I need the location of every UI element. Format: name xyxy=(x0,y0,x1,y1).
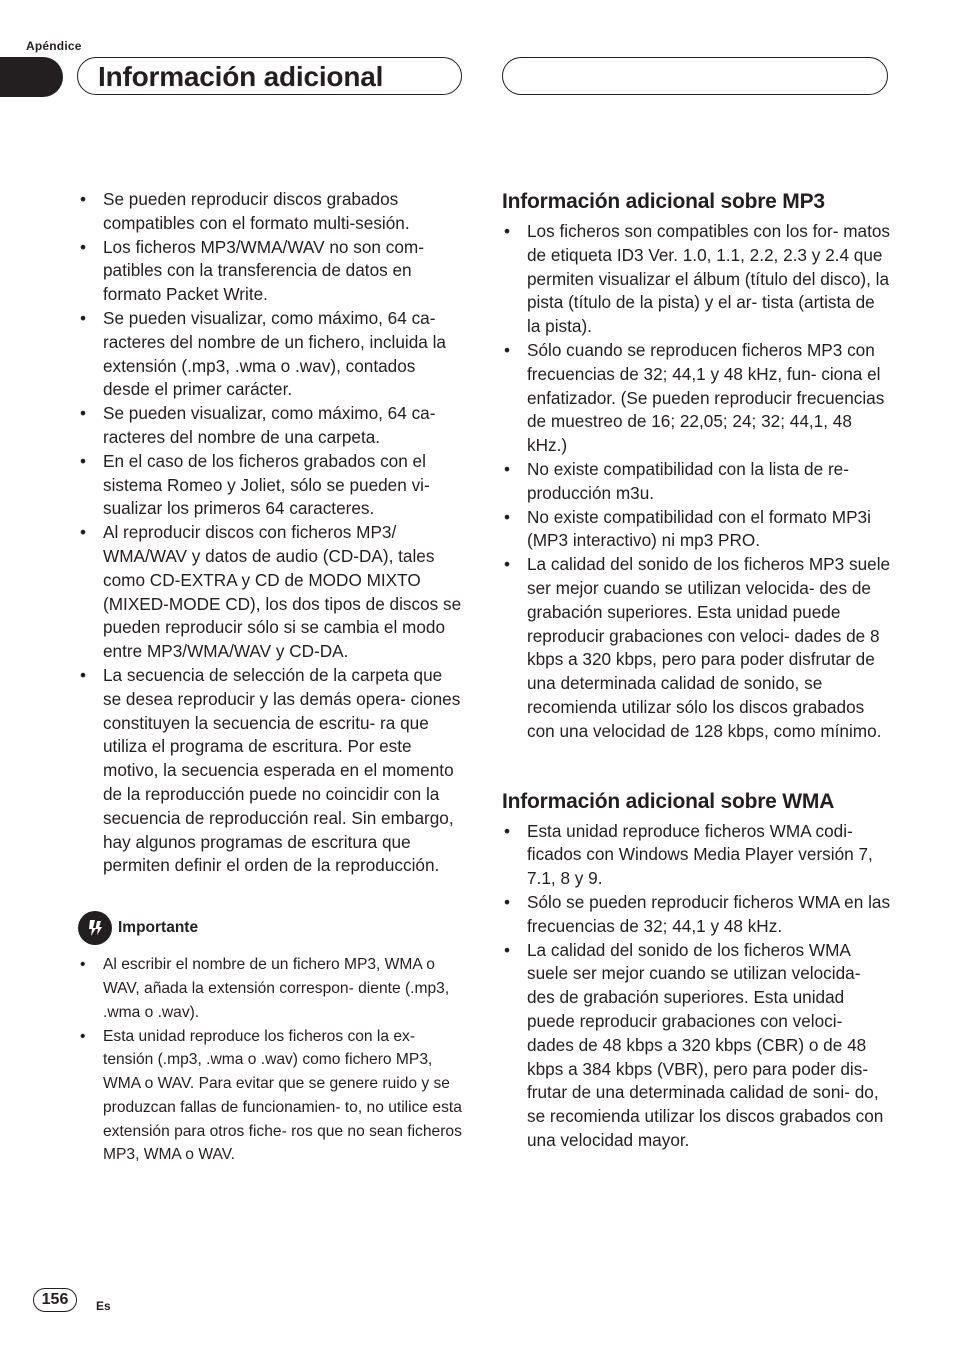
list-item: • En el caso de los ficheros grabados con el sistema Romeo y Joliet, sólo se pueden vi- sualizar los primeros 64 caracteres. xyxy=(78,450,464,521)
left-column xyxy=(78,188,464,1167)
important-icon xyxy=(78,911,112,945)
wma-bullet-list xyxy=(502,820,892,1153)
mp3-heading: Información adicional sobre MP3 xyxy=(502,190,825,213)
mp3-bullet-list xyxy=(502,220,892,744)
list-item: • Se pueden visualizar, como máximo, 64 ca- racteres del nombre de una carpeta. xyxy=(78,402,464,450)
left-bullet-list xyxy=(78,188,464,878)
important-label: Importante xyxy=(118,919,199,937)
list-item: • Los ficheros MP3/WMA/WAV no son com- patibles con la transferencia de datos en formato Packet Write. xyxy=(78,236,464,307)
page-title: Información adicional xyxy=(98,61,384,92)
section-tab xyxy=(0,57,63,97)
list-item: • Sólo se pueden reproducir ficheros WMA en las frecuencias de 32; 44,1 y 48 kHz. xyxy=(502,891,892,939)
list-item: • Se pueden visualizar, como máximo, 64 ca- racteres del nombre de un fichero, incluida la extensión (.mp3, .wma o .wav), contados desde el primer carácter. xyxy=(78,307,464,402)
important-header xyxy=(78,911,464,945)
language-code: Es xyxy=(96,1299,111,1313)
list-item: • No existe compatibilidad con la lista de re- producción m3u. xyxy=(502,458,892,506)
list-item: • Al reproducir discos con ficheros MP3/ WMA/WAV y datos de audio (CD-DA), tales como CD-EXTRA y CD de MODO MIXTO (MIXED-MODE CD), los dos tipos de discos se pueden reproducir sólo si se cambia el modo entre MP3/WMA/WAV y CD-DA. xyxy=(78,521,464,664)
list-item: • La secuencia de selección de la carpeta que se desea reproducir y las demás opera- ciones constituyen la secuencia de escritu- ra que utiliza el programa de escritura. Por este motivo, la secuencia esperada en el momento de la reproducción puede no coincidir con la secuencia de reproducción real. Sin embargo, hay algunos programas de escritura que permiten definir el orden de la reproducción. xyxy=(78,664,464,878)
title-banner xyxy=(77,57,462,95)
list-item: • Al escribir el nombre de un fichero MP3, WMA o WAV, añada la extensión correspon- diente (.mp3, .wma o .wav). xyxy=(78,953,464,1024)
list-item: • Se pueden reproducir discos grabados compatibles con el formato multi-sesión. xyxy=(78,188,464,236)
list-item: • Sólo cuando se reproducen ficheros MP3 con frecuencias de 32; 44,1 y 48 kHz, fun- ciona el enfatizador. (Se pueden reproducir frecuencias de muestreo de 16; 22,05; 24; 32; 44,1, 48 kHz.) xyxy=(502,339,892,458)
right-column xyxy=(502,188,892,1153)
page-number: 156 xyxy=(33,1288,77,1312)
wma-heading: Información adicional sobre WMA xyxy=(502,789,835,813)
list-item: • No existe compatibilidad con el formato MP3i (MP3 interactivo) ni mp3 PRO. xyxy=(502,506,892,554)
list-item: • La calidad del sonido de los ficheros WMA suele ser mejor cuando se utilizan velocida- des de grabación superiores. Esta unidad puede reproducir grabaciones con veloci- dades de 48 kbps a 320 kbps (CBR) o de 48 kbps a 384 kbps (VBR), pero para poder dis- frutar de una determinada calidad de soni- do, se recomienda utilizar los discos grabados con una velocidad mayor. xyxy=(502,939,892,1153)
list-item: • Los ficheros son compatibles con los for- matos de etiqueta ID3 Ver. 1.0, 1.1, 2.2, 2.3 y 2.4 que permiten visualizar el álbum (título del disco), la pista (título de la pista) y el ar- tista (artista de la pista). xyxy=(502,220,892,339)
empty-banner xyxy=(502,57,888,95)
list-item: • La calidad del sonido de los ficheros MP3 suele ser mejor cuando se utilizan velocida- des de grabación superiores. Esta unidad puede reproducir grabaciones con veloci- dades de 8 kbps a 320 kbps, pero para poder disfrutar de una determinada calidad de sonido, se recomienda utilizar sólo los discos grabados con una velocidad de 128 kbps, como mínimo. xyxy=(502,553,892,743)
list-item: • Esta unidad reproduce los ficheros con la ex- tensión (.mp3, .wma o .wav) como fichero MP3, WMA o WAV. Para evitar que se genere ruido y se produzcan fallas de funcionamien- to, no utilice esta extensión para otros fiche- ros que no sean ficheros MP3, WMA o WAV. xyxy=(78,1025,464,1168)
section-label: Apéndice xyxy=(26,39,82,53)
important-list xyxy=(78,953,464,1167)
list-item: • Esta unidad reproduce ficheros WMA codi- ficados con Windows Media Player versión 7, 7.1, 8 y 9. xyxy=(502,820,892,891)
